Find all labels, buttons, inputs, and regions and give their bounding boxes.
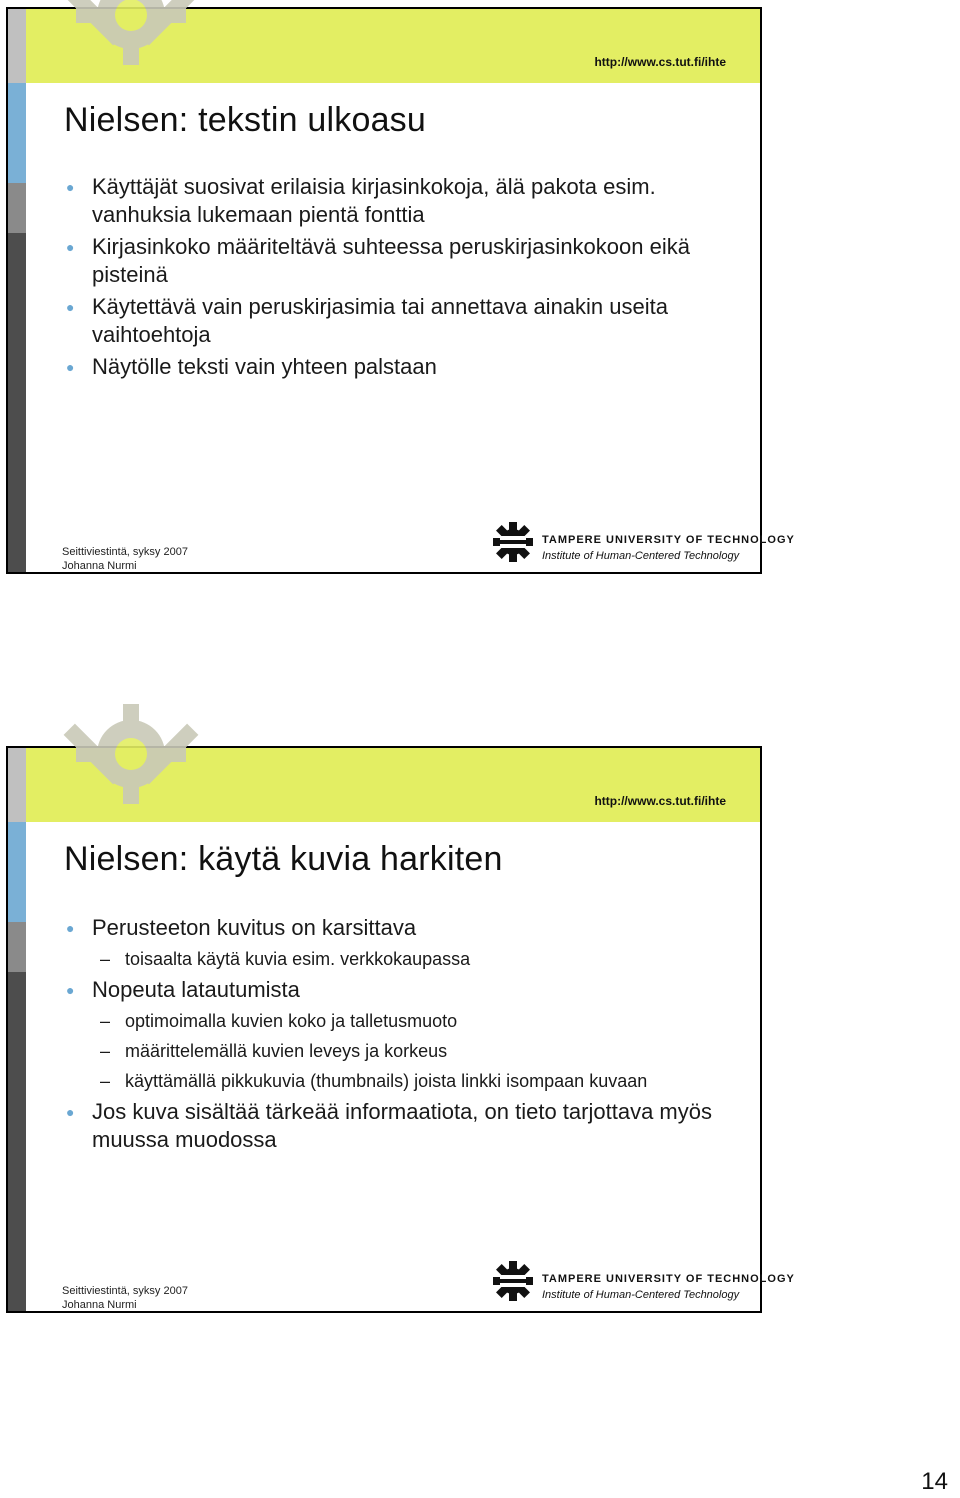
sub-list-item: – käyttämällä pikkukuvia (thumbnails) joista linkki isompaan kuvaan (92, 1068, 744, 1094)
slide-title: Nielsen: käytä kuvia harkiten (64, 840, 503, 878)
list-item: ● Näytölle teksti vain yhteen palstaan (66, 354, 437, 379)
slide-side-bar-mid (8, 183, 26, 233)
list-item: ● Kirjasinkoko määriteltävä suhteessa peruskirjasinkokoon eikä pisteinä (66, 234, 690, 287)
bullet-list (64, 173, 744, 385)
sub-list-item: – määrittelemällä kuvien leveys ja korkeus (92, 1038, 744, 1064)
list-item: ● Käyttäjät suosivat erilaisia kirjasinkokoja, älä pakota esim. vanhuksia lukemaan pientä fonttia (66, 174, 656, 227)
footer-author: Johanna Nurmi (62, 1299, 137, 1311)
page-number: 14 (921, 1468, 948, 1495)
bullet-icon: ● (66, 239, 75, 255)
slide-1 (6, 7, 795, 574)
gear-icon (46, 0, 216, 75)
bullet-icon: ● (66, 299, 75, 315)
slide-side-bar-mid (8, 922, 26, 972)
logo-institute-name: Institute of Human-Centered Technology (542, 1289, 740, 1301)
bullet-icon: ● (66, 359, 75, 375)
bullet-icon: ● (66, 179, 75, 195)
slide-side-bar-top (8, 748, 26, 822)
sub-list (92, 946, 744, 972)
gear-icon (46, 714, 216, 814)
list-item: ● Perusteeton kuvitus on karsittava – toisaalta käytä kuvia esim. verkkokaupassa (64, 914, 744, 972)
slide-side-bar-accent (8, 83, 26, 183)
footer-author: Johanna Nurmi (62, 560, 137, 572)
tut-gear-logo-icon (492, 521, 534, 563)
list-item: ● Nopeuta latautumista – optimoimalla kuvien koko ja talletusmuoto – määrittelemällä kuvien leveys ja korkeus – käyttämällä pikkukuvia (thumbnails) joista linkki isompaan kuvaan (64, 976, 744, 1094)
dash-icon: – (100, 949, 111, 969)
university-logo (492, 521, 795, 565)
slide-side-bar-accent (8, 822, 26, 922)
slide-header-band (26, 748, 760, 822)
logo-university-name: TAMPERE UNIVERSITY OF TECHNOLOGY (542, 1273, 795, 1285)
bullet-icon: ● (66, 1104, 75, 1120)
header-url: http://www.cs.tut.fi/ihte (594, 794, 726, 808)
slide-footer (62, 545, 188, 573)
footer-course: Seittiviestintä, syksy 2007 (62, 546, 188, 558)
slide-side-bar-top (8, 9, 26, 83)
footer-course: Seittiviestintä, syksy 2007 (62, 1285, 188, 1297)
dash-icon: – (100, 1011, 111, 1031)
university-logo (492, 1260, 795, 1304)
dash-icon: – (100, 1071, 111, 1091)
bullet-icon: ● (66, 920, 75, 936)
dash-icon: – (100, 1041, 111, 1061)
bullet-list (64, 914, 744, 1158)
sub-list-item: – optimoimalla kuvien koko ja talletusmuoto (92, 1008, 744, 1034)
slide-2 (6, 746, 795, 1313)
sub-list-item: – toisaalta käytä kuvia esim. verkkokaupassa (92, 946, 744, 972)
logo-institute-name: Institute of Human-Centered Technology (542, 550, 740, 562)
sub-list (92, 1008, 744, 1094)
slide-footer (62, 1284, 188, 1312)
list-item: ● Jos kuva sisältää tärkeää informaatiota, on tieto tarjottava myös muussa muodossa (66, 1099, 712, 1152)
list-item: ● Käytettävä vain peruskirjasimia tai annettava ainakin useita vaihtoehtoja (66, 294, 668, 347)
logo-university-name: TAMPERE UNIVERSITY OF TECHNOLOGY (542, 534, 795, 546)
slide-title: Nielsen: tekstin ulkoasu (64, 101, 426, 139)
slide-header-band (26, 9, 760, 83)
tut-gear-logo-icon (492, 1260, 534, 1302)
bullet-icon: ● (66, 982, 75, 998)
header-url: http://www.cs.tut.fi/ihte (594, 55, 726, 69)
